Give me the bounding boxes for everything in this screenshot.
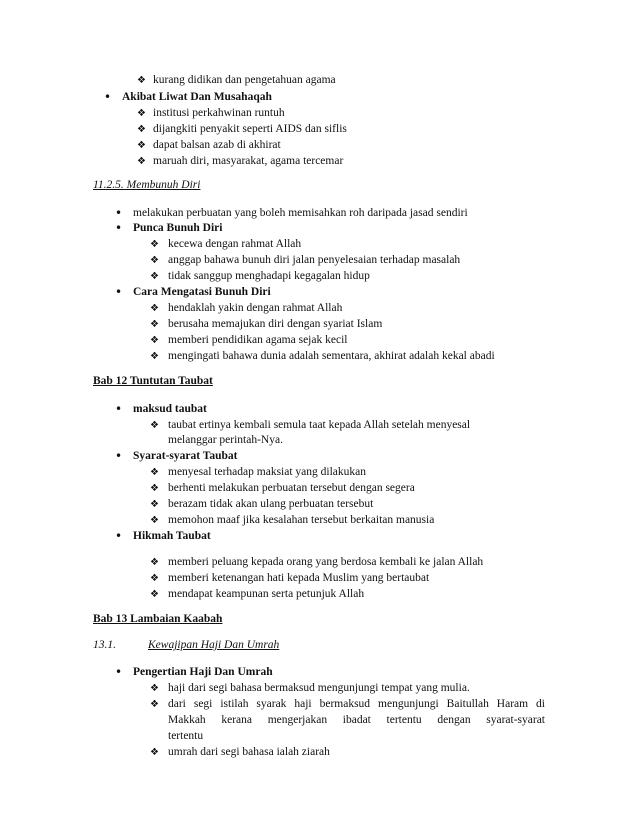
- list-heading: Akibat Liwat Dan Musahaqah: [122, 91, 272, 103]
- diamond-bullet-icon: ❖: [150, 319, 159, 330]
- list-item: institusi perkahwinan runtuh: [153, 107, 285, 119]
- diamond-bullet-icon: ❖: [150, 557, 159, 568]
- section-number: 13.1.: [93, 639, 116, 651]
- list-heading: Syarat-syarat Taubat: [133, 450, 238, 462]
- diamond-bullet-icon: ❖: [150, 335, 159, 346]
- bullet-icon: •: [115, 402, 123, 416]
- bullet-icon: •: [104, 90, 112, 104]
- diamond-bullet-icon: ❖: [150, 515, 159, 526]
- diamond-bullet-icon: ❖: [137, 140, 146, 151]
- diamond-bullet-icon: ❖: [137, 156, 146, 167]
- list-heading: Cara Mengatasi Bunuh Diri: [133, 286, 271, 298]
- diamond-bullet-icon: ❖: [150, 573, 159, 584]
- diamond-bullet-icon: ❖: [150, 467, 159, 478]
- list-item: dijangkiti penyakit seperti AIDS dan siflis: [153, 123, 347, 135]
- bullet-icon: •: [115, 665, 123, 679]
- list-item: kecewa dengan rahmat Allah: [168, 238, 302, 250]
- list-item: memberi peluang kepada orang yang berdosa kembali ke jalan Allah: [168, 556, 484, 568]
- list-item: melakukan perbuatan yang boleh memisahkan roh daripada jasad sendiri: [133, 207, 468, 219]
- bullet-icon: •: [115, 529, 123, 543]
- list-item: menyesal terhadap maksiat yang dilakukan: [168, 466, 366, 478]
- bullet-icon: •: [115, 206, 123, 220]
- list-item: mendapat keampunan serta petunjuk Allah: [168, 588, 365, 600]
- diamond-bullet-icon: ❖: [150, 683, 159, 694]
- list-item: berhenti melakukan perbuatan tersebut dengan segera: [168, 482, 415, 494]
- diamond-bullet-icon: ❖: [150, 747, 159, 758]
- diamond-bullet-icon: ❖: [150, 589, 159, 600]
- list-item: kurang didikan dan pengetahuan agama: [153, 74, 336, 86]
- list-item: dari segi istilah syarak haji bermaksud mengunjungi Baitullah Haram di: [168, 698, 545, 710]
- chapter-heading: Bab 13 Lambaian Kaabah: [93, 613, 223, 625]
- section-heading: 11.2.5. Membunuh Diri: [93, 179, 201, 191]
- list-item: tidak sanggup menghadapi kegagalan hidup: [168, 270, 370, 282]
- list-item: berusaha memajukan diri dengan syariat Islam: [168, 318, 383, 330]
- list-item: dapat balsan azab di akhirat: [153, 139, 281, 151]
- diamond-bullet-icon: ❖: [137, 75, 146, 86]
- diamond-bullet-icon: ❖: [150, 351, 159, 362]
- section-heading: Kewajipan Haji Dan Umrah: [148, 639, 280, 651]
- diamond-bullet-icon: ❖: [150, 420, 159, 431]
- list-item: berazam tidak akan ulang perbuatan tersebut: [168, 498, 374, 510]
- list-item: anggap bahawa bunuh diri jalan penyelesaian terhadap masalah: [168, 254, 461, 266]
- list-heading: maksud taubat: [133, 403, 207, 415]
- list-item: memohon maaf jika kesalahan tersebut berkaitan manusia: [168, 514, 435, 526]
- list-item: memberi pendidikan agama sejak kecil: [168, 334, 348, 346]
- list-item: haji dari segi bahasa bermaksud mengunjungi tempat yang mulia.: [168, 682, 470, 694]
- diamond-bullet-icon: ❖: [150, 499, 159, 510]
- diamond-bullet-icon: ❖: [137, 108, 146, 119]
- diamond-bullet-icon: ❖: [150, 255, 159, 266]
- diamond-bullet-icon: ❖: [137, 124, 146, 135]
- chapter-heading: Bab 12 Tuntutan Taubat: [93, 375, 213, 387]
- list-heading: Punca Bunuh Diri: [133, 222, 223, 234]
- list-heading: Hikmah Taubat: [133, 530, 211, 542]
- list-item: mengingati bahawa dunia adalah sementara, akhirat adalah kekal abadi: [168, 350, 495, 362]
- list-item-continuation: tertentu: [168, 730, 204, 742]
- list-item-continuation: melanggar perintah-Nya.: [168, 434, 283, 446]
- diamond-bullet-icon: ❖: [150, 699, 159, 710]
- diamond-bullet-icon: ❖: [150, 271, 159, 282]
- list-item-continuation: Makkah kerana mengerjakan ibadat tertentu dengan syarat-syarat: [168, 714, 545, 726]
- bullet-icon: •: [115, 285, 123, 299]
- list-heading: Pengertian Haji Dan Umrah: [133, 666, 273, 678]
- list-item: hendaklah yakin dengan rahmat Allah: [168, 302, 343, 314]
- list-item: memberi ketenangan hati kepada Muslim yang bertaubat: [168, 572, 430, 584]
- diamond-bullet-icon: ❖: [150, 303, 159, 314]
- list-item: umrah dari segi bahasa ialah ziarah: [168, 746, 330, 758]
- list-item: taubat ertinya kembali semula taat kepada Allah setelah menyesal: [168, 419, 471, 431]
- diamond-bullet-icon: ❖: [150, 239, 159, 250]
- list-item: maruah diri, masyarakat, agama tercemar: [153, 155, 344, 167]
- bullet-icon: •: [115, 221, 123, 235]
- bullet-icon: •: [115, 449, 123, 463]
- diamond-bullet-icon: ❖: [150, 483, 159, 494]
